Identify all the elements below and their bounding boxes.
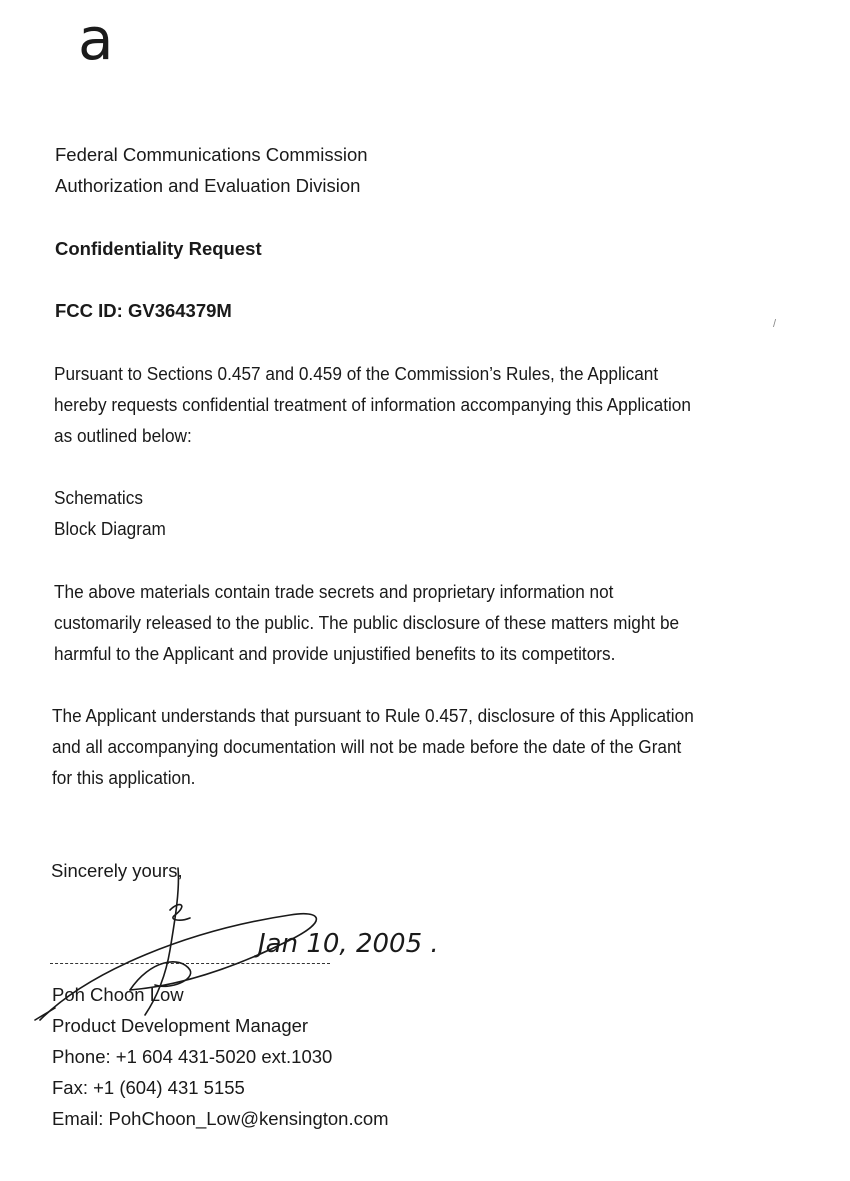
- recipient-line-2: Authorization and Evaluation Division: [55, 175, 361, 196]
- signer-name: Poh Choon Low: [52, 984, 184, 1005]
- signature-stroke: [170, 905, 190, 921]
- signer-phone: Phone: +1 604 431-5020 ext.1030: [52, 1046, 333, 1067]
- body-para1-line-1: Pursuant to Sections 0.457 and 0.459 of the Commission’s Rules, the Applicant: [54, 363, 659, 384]
- company-logo: a: [78, 5, 114, 73]
- list-item: Schematics: [54, 487, 143, 508]
- handwritten-date: Jan 10, 2005 .: [258, 929, 439, 959]
- body-para1-line-2: hereby requests confidential treatment of information accompanying this Application: [54, 394, 691, 415]
- signer-email[interactable]: Email: PohChoon_Low@kensington.com: [52, 1108, 389, 1129]
- subject-heading: Confidentiality Request: [55, 238, 262, 259]
- closing: Sincerely yours,: [51, 860, 183, 881]
- signer-title: Product Development Manager: [52, 1015, 309, 1036]
- body-para2-line-3: harmful to the Applicant and provide unjustified benefits to its competitors.: [54, 643, 616, 664]
- body-para1-line-3: as outlined below:: [54, 425, 192, 446]
- body-para2-line-2: customarily released to the public. The public disclosure of these matters might be: [54, 612, 680, 633]
- body-para3-line-2: and all accompanying documentation will not be made before the date of the Grant: [52, 736, 682, 757]
- recipient-line-1: Federal Communications Commission: [55, 144, 368, 165]
- body-para3-line-1: The Applicant understands that pursuant to Rule 0.457, disclosure of this Application: [52, 705, 694, 726]
- body-para3-line-3: for this application.: [52, 767, 196, 788]
- scan-speck: /: [773, 318, 777, 330]
- list-item: Block Diagram: [54, 518, 166, 539]
- fcc-id: FCC ID: GV364379M: [55, 300, 232, 321]
- signer-fax: Fax: +1 (604) 431 5155: [52, 1077, 245, 1098]
- body-para2-line-1: The above materials contain trade secrets and proprietary information not: [54, 581, 614, 602]
